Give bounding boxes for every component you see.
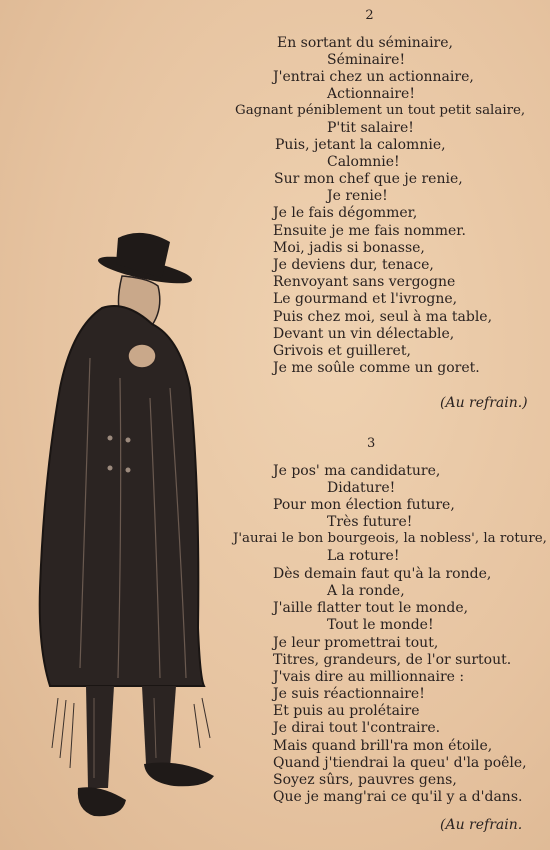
verse3-line: Que je mang'rai ce qu'il y a d'dans.: [273, 789, 523, 805]
verse3-line: Didature!: [327, 480, 396, 496]
verse3-line: Pour mon élection future,: [273, 497, 455, 513]
verse2-line: Puis, jetant la calomnie,: [275, 137, 446, 153]
verse2-line: Séminaire!: [327, 52, 406, 68]
verse3-line: Très future!: [327, 514, 413, 530]
verse2-line: Je me soûle comme un goret.: [273, 360, 480, 376]
verse2-line: Puis chez moi, seul à ma table,: [273, 309, 493, 325]
verse2-refrain: (Au refrain.): [440, 395, 528, 411]
verse3-line: Dès demain faut qu'à la ronde,: [273, 566, 492, 582]
verse2-line: Moi, jadis si bonasse,: [273, 240, 425, 256]
verse3-line: Quand j'tiendrai la queu' d'la poêle,: [273, 755, 527, 771]
verse2-line: Le gourmand et l'ivrogne,: [273, 291, 458, 307]
verse3-refrain: (Au refrain.: [440, 817, 523, 833]
verse2-line: En sortant du séminaire,: [277, 35, 453, 51]
verse3-line: Titres, grandeurs, de l'or surtout.: [273, 652, 512, 668]
page-number: 2: [365, 8, 375, 23]
verse3-line: Soyez sûrs, pauvres gens,: [273, 772, 457, 788]
verse2-line: J'entrai chez un actionnaire,: [273, 69, 474, 85]
verse3-line: J'aurai le bon bourgeois, la nobless', la roture,: [233, 531, 547, 546]
verse3-line: Je suis réactionnaire!: [273, 686, 425, 702]
verse2-line: Sur mon chef que je renie,: [274, 171, 463, 187]
verse2-line: Devant un vin délectable,: [273, 326, 455, 342]
verse2-line: Je le fais dégommer,: [273, 205, 418, 221]
verse2-line: Grivois et guilleret,: [273, 343, 411, 359]
verse3-line: Et puis au prolétaire: [273, 703, 420, 719]
verse3-line: La roture!: [327, 548, 400, 564]
verse3-line: Mais quand brill'ra mon étoile,: [273, 738, 493, 754]
verse2-line: P'tit salaire!: [327, 120, 414, 136]
verse3-number: 3: [367, 436, 376, 451]
verse2-line: Renvoyant sans vergogne: [273, 274, 456, 290]
verse3-line: J'aille flatter tout le monde,: [273, 600, 469, 616]
verse2-line: Ensuite je me fais nommer.: [273, 223, 466, 239]
verse2-line: Je renie!: [327, 188, 388, 204]
verse2-line: Actionnaire!: [327, 86, 415, 102]
verse2-line: Gagnant péniblement un tout petit salaire,: [235, 103, 526, 118]
verse3-line: Je pos' ma candidature,: [273, 463, 441, 479]
verse2-line: Calomnie!: [327, 154, 400, 170]
illustration-man-in-top-hat: [30, 228, 220, 828]
verse3-line: J'vais dire au millionnaire :: [273, 669, 465, 685]
verse3-line: Je leur promettrai tout,: [273, 635, 439, 651]
verse2-line: Je deviens dur, tenace,: [273, 257, 434, 273]
verse3-line: A la ronde,: [327, 583, 405, 599]
verse3-line: Je dirai tout l'contraire.: [273, 720, 441, 736]
verse3-line: Tout le monde!: [327, 617, 434, 633]
